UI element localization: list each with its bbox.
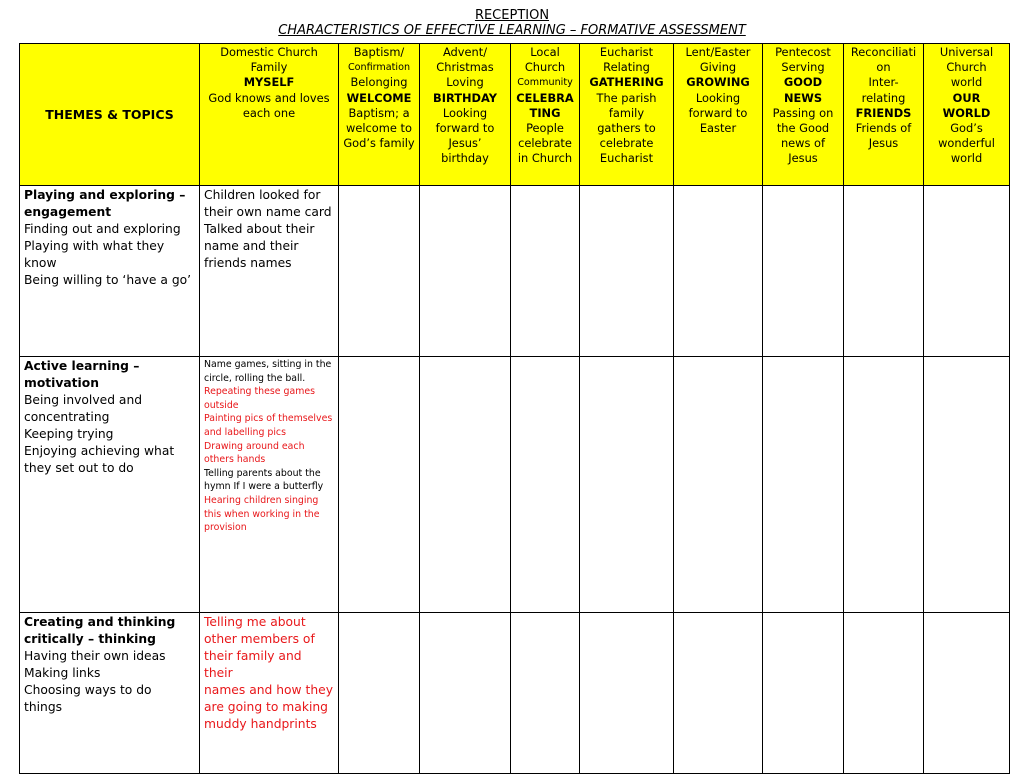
header-line: GOOD — [783, 75, 823, 90]
row-label-active-learning — [20, 357, 200, 613]
row-item-line: they set out to do — [24, 461, 134, 475]
empty-cell — [511, 186, 580, 357]
header-line: GATHERING — [589, 75, 664, 90]
table-row — [20, 613, 1010, 774]
header-line: Belonging — [350, 75, 408, 90]
column-header-universal-church — [924, 44, 1010, 186]
row-item-line: concentrating — [24, 410, 110, 424]
header-line: Baptism/ — [353, 45, 405, 59]
observation-line: Talked about their — [204, 222, 315, 236]
empty-cell — [580, 357, 674, 613]
header-line: Community — [517, 77, 573, 89]
header-line: Family — [250, 60, 288, 75]
observation-line: Hearing children singing — [204, 494, 319, 506]
header-line: celebrate — [518, 136, 572, 151]
observation-line: other members of — [204, 632, 315, 646]
header-line: gathers to — [597, 121, 656, 136]
row-item-line: Choosing ways to do — [24, 683, 152, 697]
empty-cell — [924, 186, 1010, 357]
header-row — [20, 44, 1010, 186]
observation-line: muddy handprints — [204, 717, 317, 731]
observation-line: are going to making — [204, 700, 328, 714]
header-line: Looking — [442, 105, 488, 120]
empty-cell — [339, 357, 420, 613]
empty-cell — [763, 613, 844, 774]
empty-cell — [511, 613, 580, 774]
observation-cell — [200, 613, 339, 774]
observation-line: circle, rolling the ball. — [204, 372, 306, 384]
empty-cell — [924, 357, 1010, 613]
observation-cell — [200, 357, 339, 613]
corner-header: THEMES & TOPICS — [20, 44, 200, 186]
document-title: RECEPTION — [474, 8, 550, 23]
observation-line: and labelling pics — [204, 426, 286, 438]
row-item-line: Enjoying achieving what — [24, 444, 175, 458]
row-item-line: know — [24, 256, 57, 270]
header-line: Loving — [446, 75, 484, 90]
header-line: CELEBRA — [516, 90, 574, 105]
header-line: family — [608, 105, 645, 120]
header-line: wonderful — [938, 136, 995, 151]
empty-cell — [420, 357, 511, 613]
column-header-local-church — [511, 44, 580, 186]
row-title-line: critically – thinking — [24, 632, 156, 646]
column-header-reconciliation — [844, 44, 924, 186]
header-line: GROWING — [686, 75, 750, 90]
row-title-line: Creating and thinking — [24, 615, 176, 629]
header-line: NEWS — [783, 90, 823, 105]
row-title-line: Active learning – — [24, 359, 140, 373]
header-line: Jesus — [868, 136, 899, 151]
header-line: Serving — [781, 60, 825, 75]
empty-cell — [844, 186, 924, 357]
header-line: news of — [780, 136, 826, 151]
table-row — [20, 357, 1010, 613]
observation-line: hymn If I were a butterfly — [204, 481, 324, 493]
header-line: God knows and loves — [208, 90, 330, 105]
observation-cell — [200, 186, 339, 357]
row-item-line: Making links — [24, 666, 101, 680]
header-line: forward to — [688, 105, 748, 120]
header-line: Eucharist — [599, 151, 654, 166]
header-line: each one — [242, 105, 296, 120]
header-line: Looking — [695, 90, 741, 105]
row-item-line: Finding out and exploring — [24, 222, 181, 236]
header-line: the Good — [776, 121, 830, 136]
empty-cell — [339, 186, 420, 357]
observation-line: Children looked for — [204, 188, 321, 202]
observation-line: outside — [204, 399, 239, 411]
empty-cell — [580, 186, 674, 357]
observation-line: provision — [204, 522, 247, 534]
empty-cell — [844, 613, 924, 774]
header-line: FRIENDS — [855, 105, 912, 120]
header-line: Pentecost — [775, 45, 831, 59]
column-header-baptism — [339, 44, 420, 186]
observation-line: Painting pics of themselves — [204, 413, 333, 425]
observation-line: friends names — [204, 256, 292, 270]
observation-line: names and how they — [204, 683, 333, 697]
header-line: Domestic Church — [220, 45, 318, 59]
observation-line: Drawing around each — [204, 440, 305, 452]
header-line: Easter — [699, 121, 737, 136]
document-header — [0, 0, 1024, 38]
document-subtitle: CHARACTERISTICS OF EFFECTIVE LEARNING – FORMATIVE ASSESSMENT — [278, 23, 746, 38]
empty-cell — [674, 186, 763, 357]
observation-line: Telling me about — [204, 615, 306, 629]
header-line: Friends of — [855, 121, 912, 136]
header-line: welcome to — [346, 121, 412, 136]
row-title-line: Playing and exploring – — [24, 188, 186, 202]
row-item-line: Having their own ideas — [24, 649, 166, 663]
header-line: Jesus — [788, 151, 818, 166]
header-line: Passing on — [772, 105, 834, 120]
header-line: Christmas — [436, 60, 494, 75]
row-item-line: Being involved and — [24, 393, 143, 407]
header-line: Church — [524, 60, 566, 75]
column-header-domestic-church — [200, 44, 339, 186]
observation-line: this when working in the — [204, 508, 320, 520]
empty-cell — [674, 357, 763, 613]
observation-line: others hands — [204, 454, 266, 466]
header-line: Baptism; a — [348, 105, 410, 120]
header-line: Local — [530, 45, 560, 59]
header-line: Confirmation — [347, 62, 411, 74]
header-line: Universal — [939, 45, 994, 59]
row-label-creating-thinking — [20, 613, 200, 774]
header-line: BIRTHDAY — [433, 90, 497, 105]
empty-cell — [844, 357, 924, 613]
column-header-eucharist — [580, 44, 674, 186]
header-line: Advent/ — [442, 45, 488, 59]
header-line: in Church — [517, 151, 573, 166]
header-line: The parish — [596, 90, 657, 105]
header-line: Inter- — [868, 75, 899, 90]
header-line: on — [876, 60, 891, 75]
empty-cell — [580, 613, 674, 774]
empty-cell — [763, 357, 844, 613]
column-header-advent — [420, 44, 511, 186]
header-line: forward to — [435, 121, 495, 136]
header-line: Eucharist — [599, 45, 654, 59]
header-line: birthday — [441, 151, 489, 166]
empty-cell — [420, 186, 511, 357]
column-header-pentecost — [763, 44, 844, 186]
observation-line: Repeating these games — [204, 386, 315, 398]
row-item-line: things — [24, 700, 63, 714]
empty-cell — [339, 613, 420, 774]
header-line: celebrate — [599, 136, 654, 151]
row-title-line: engagement — [24, 205, 112, 219]
empty-cell — [924, 613, 1010, 774]
column-header-lent-easter — [674, 44, 763, 186]
empty-cell — [511, 357, 580, 613]
header-line: Relating — [603, 60, 650, 75]
observation-line: their own name card — [204, 205, 332, 219]
header-line: relating — [861, 90, 906, 105]
header-line: Jesus’ — [448, 136, 482, 151]
table-row — [20, 186, 1010, 357]
header-line: WORLD — [942, 105, 991, 120]
header-line: OUR — [952, 90, 981, 105]
header-line: world — [950, 75, 983, 90]
header-line: Lent/Easter — [685, 45, 751, 59]
row-label-playing-exploring — [20, 186, 200, 357]
assessment-table — [19, 43, 1010, 774]
header-line: world — [950, 151, 983, 166]
header-line: Church — [946, 60, 987, 75]
header-line: MYSELF — [243, 75, 295, 90]
row-item-line: Being willing to ‘have a go’ — [24, 273, 192, 287]
header-line: Reconciliati — [850, 45, 917, 59]
header-line: People — [526, 121, 564, 136]
empty-cell — [763, 186, 844, 357]
empty-cell — [420, 613, 511, 774]
observation-line: their family and their — [204, 649, 302, 680]
header-line: TING — [529, 105, 561, 120]
header-line: WELCOME — [346, 90, 412, 105]
observation-line: Telling parents about the — [204, 467, 321, 479]
header-line: Giving — [699, 60, 737, 75]
empty-cell — [674, 613, 763, 774]
row-title-line: motivation — [24, 376, 99, 390]
observation-line: Name games, sitting in the — [204, 359, 332, 370]
row-item-line: Playing with what they — [24, 239, 165, 253]
header-line: God’s family — [343, 136, 415, 151]
row-item-line: Keeping trying — [24, 427, 114, 441]
header-line: God’s — [950, 121, 983, 136]
observation-line: name and their — [204, 239, 299, 253]
